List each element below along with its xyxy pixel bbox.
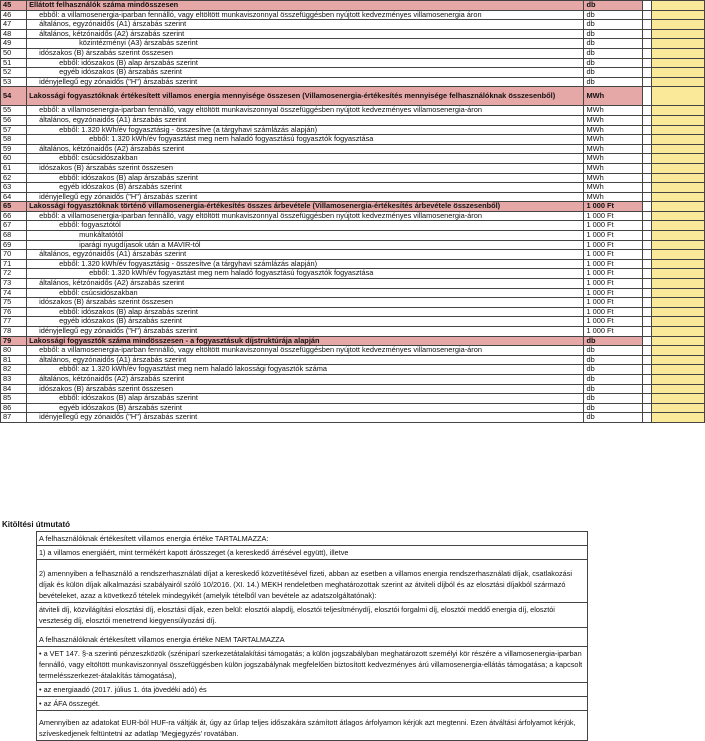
row-description: idényjellegű egy zónaidős ("H") árszabás szerint bbox=[27, 77, 584, 87]
table-row bbox=[1, 327, 705, 337]
row-unit: MWh bbox=[584, 125, 642, 135]
value-input-cell[interactable] bbox=[651, 10, 704, 20]
row-gap bbox=[642, 48, 651, 58]
value-input-cell[interactable] bbox=[651, 269, 704, 279]
row-number: 82 bbox=[1, 365, 27, 375]
table-row bbox=[1, 163, 705, 173]
row-gap bbox=[642, 154, 651, 164]
value-input-cell[interactable] bbox=[651, 115, 704, 125]
row-number: 49 bbox=[1, 39, 27, 49]
row-unit: 1 000 Ft bbox=[584, 288, 642, 298]
row-description: idószakos (B) árszabás szerint összesen bbox=[27, 384, 584, 394]
row-number: 52 bbox=[1, 68, 27, 78]
table-row bbox=[1, 336, 705, 346]
guide-contains-heading: A felhasználóknak értékesített villamos energia értéke TARTALMAZZA: bbox=[37, 532, 588, 546]
row-number: 69 bbox=[1, 240, 27, 250]
value-input-cell[interactable] bbox=[651, 336, 704, 346]
row-unit: 1 000 Ft bbox=[584, 221, 642, 231]
row-unit: 1 000 Ft bbox=[584, 279, 642, 289]
table-row bbox=[1, 413, 705, 423]
table-row bbox=[1, 144, 705, 154]
row-description: Lakossági fogyasztóknak történő villamosenergia-értékesítés összes árbevétele (Villamosenergia-értékesítés árbevétele összesenből) bbox=[27, 202, 584, 212]
value-input-cell[interactable] bbox=[651, 1, 704, 11]
row-unit: MWh bbox=[584, 106, 642, 116]
row-gap bbox=[642, 29, 651, 39]
table-row bbox=[1, 307, 705, 317]
table-row bbox=[1, 298, 705, 308]
row-number: 85 bbox=[1, 394, 27, 404]
row-number: 84 bbox=[1, 384, 27, 394]
value-input-cell[interactable] bbox=[651, 58, 704, 68]
row-unit: MWh bbox=[584, 183, 642, 193]
row-number: 46 bbox=[1, 10, 27, 20]
table-row bbox=[1, 77, 705, 87]
row-description: ebből: idószakos (B) alap árszabás szerint bbox=[27, 58, 584, 68]
row-description: ebből: csúcsidószakban bbox=[27, 154, 584, 164]
value-input-cell[interactable] bbox=[651, 307, 704, 317]
value-input-cell[interactable] bbox=[651, 29, 704, 39]
row-unit: db bbox=[584, 48, 642, 58]
row-description: idószakos (B) árszabás szerint összesen bbox=[27, 163, 584, 173]
row-number: 76 bbox=[1, 307, 27, 317]
table-row bbox=[1, 173, 705, 183]
row-description: Ellátott felhasználók száma mindösszesen bbox=[27, 1, 584, 11]
value-input-cell[interactable] bbox=[651, 394, 704, 404]
row-unit: MWh bbox=[584, 163, 642, 173]
row-gap bbox=[642, 403, 651, 413]
row-unit: db bbox=[584, 394, 642, 404]
row-gap bbox=[642, 374, 651, 384]
value-input-cell[interactable] bbox=[651, 106, 704, 116]
row-number: 51 bbox=[1, 58, 27, 68]
table-row bbox=[1, 374, 705, 384]
value-input-cell[interactable] bbox=[651, 374, 704, 384]
row-number: 75 bbox=[1, 298, 27, 308]
row-description: egyéb idószakos (B) árszabás szerint bbox=[27, 403, 584, 413]
row-unit: 1 000 Ft bbox=[584, 317, 642, 327]
row-unit: 1 000 Ft bbox=[584, 298, 642, 308]
table-row bbox=[1, 259, 705, 269]
value-input-cell[interactable] bbox=[651, 298, 704, 308]
value-input-cell[interactable] bbox=[651, 413, 704, 423]
row-gap bbox=[642, 39, 651, 49]
row-gap bbox=[642, 327, 651, 337]
row-description: egyéb idószakos (B) árszabás szerint bbox=[27, 317, 584, 327]
row-number: 64 bbox=[1, 192, 27, 202]
value-input-cell[interactable] bbox=[651, 221, 704, 231]
row-number: 58 bbox=[1, 135, 27, 145]
row-unit: 1 000 Ft bbox=[584, 327, 642, 337]
row-unit: 1 000 Ft bbox=[584, 269, 642, 279]
guide-excludes-heading: A felhasználóknak értékesített villamos energia értéke NEM TARTALMAZZA bbox=[37, 628, 588, 647]
row-unit: db bbox=[584, 68, 642, 78]
row-number: 77 bbox=[1, 317, 27, 327]
row-unit: db bbox=[584, 355, 642, 365]
row-gap bbox=[642, 269, 651, 279]
table-row bbox=[1, 403, 705, 413]
row-number: 67 bbox=[1, 221, 27, 231]
row-description: egyéb idószakos (B) árszabás szerint bbox=[27, 183, 584, 193]
value-input-cell[interactable] bbox=[651, 87, 704, 106]
row-gap bbox=[642, 20, 651, 30]
row-number: 61 bbox=[1, 163, 27, 173]
row-description: ebből: idószakos (B) alap árszabás szerint bbox=[27, 394, 584, 404]
row-unit: MWh bbox=[584, 154, 642, 164]
row-description: Lakossági fogyasztók száma mindösszesen - a fogyasztásuk díjstruktúrája alapján bbox=[27, 336, 584, 346]
table-row bbox=[1, 10, 705, 20]
row-description: ebből: az 1.320 kWh/év fogyasztást meg nem haladó lakossági fogyasztók száma bbox=[27, 365, 584, 375]
row-number: 62 bbox=[1, 173, 27, 183]
row-number: 70 bbox=[1, 250, 27, 260]
row-description: ebből: a villamosenergia-iparban fennálló, vagy eltöltött munkaviszonnyal összefüggésben nyújtott kedvezményes villamosenergia-áron bbox=[27, 346, 584, 356]
row-unit: db bbox=[584, 10, 642, 20]
row-unit: MWh bbox=[584, 173, 642, 183]
row-number: 60 bbox=[1, 154, 27, 164]
table-row bbox=[1, 240, 705, 250]
row-description: ebből: 1.320 kWh/év fogyasztásig - összesítve (a tárgyhavi számlázás alapján) bbox=[27, 125, 584, 135]
value-input-cell[interactable] bbox=[651, 327, 704, 337]
value-input-cell[interactable] bbox=[651, 279, 704, 289]
row-number: 65 bbox=[1, 202, 27, 212]
row-unit: db bbox=[584, 29, 642, 39]
row-description: ebből: fogyasztótól bbox=[27, 221, 584, 231]
row-number: 68 bbox=[1, 231, 27, 241]
row-gap bbox=[642, 259, 651, 269]
table-row bbox=[1, 355, 705, 365]
row-description: munkáltatótól bbox=[27, 231, 584, 241]
table-row bbox=[1, 135, 705, 145]
row-description: általános, egyzónaidős (A1) árszabás szerint bbox=[27, 20, 584, 30]
row-gap bbox=[642, 1, 651, 11]
guide-item-1: 1) a villamos energiáért, mint termékért kapott árösszeget (a kereskedő árrésével együtt), illetve bbox=[37, 546, 588, 560]
value-input-cell[interactable] bbox=[651, 259, 704, 269]
row-description: egyéb idószakos (B) árszabás szerint bbox=[27, 68, 584, 78]
row-description: idényjellegű egy zónaidős ("H") árszabás szerint bbox=[27, 327, 584, 337]
row-description: ebből: 1.320 kWh/év fogyasztást meg nem haladó fogyasztású fogyasztók fogyasztása bbox=[27, 269, 584, 279]
row-number: 48 bbox=[1, 29, 27, 39]
row-gap bbox=[642, 106, 651, 116]
row-gap bbox=[642, 394, 651, 404]
row-number: 59 bbox=[1, 144, 27, 154]
table-row bbox=[1, 279, 705, 289]
table-row bbox=[1, 58, 705, 68]
row-gap bbox=[642, 10, 651, 20]
row-description: általános, kétzónaidős (A2) árszabás szerint bbox=[27, 279, 584, 289]
row-description: idényjellegű egy zónaidős ("H") árszabás szerint bbox=[27, 192, 584, 202]
row-gap bbox=[642, 288, 651, 298]
row-description: ebből: a villamosenergia-iparban fennálló, vagy eltöltött munkaviszonnyal összefüggésben nyújtott kedvezményes villamosenergia áron bbox=[27, 10, 584, 20]
table-row bbox=[1, 106, 705, 116]
row-unit: MWh bbox=[584, 115, 642, 125]
row-description: ebből: idószakos (B) alap árszabás szerint bbox=[27, 173, 584, 183]
row-description: ebből: a villamosenergia-iparban fennálló, vagy eltöltött munkaviszonnyal összefüggésben nyújtott kedvezményes villamosenergia-áron bbox=[27, 211, 584, 221]
row-gap bbox=[642, 298, 651, 308]
row-number: 73 bbox=[1, 279, 27, 289]
row-unit: 1 000 Ft bbox=[584, 240, 642, 250]
row-number: 47 bbox=[1, 20, 27, 30]
table-row bbox=[1, 288, 705, 298]
row-number: 54 bbox=[1, 87, 27, 106]
value-input-cell[interactable] bbox=[651, 231, 704, 241]
row-gap bbox=[642, 355, 651, 365]
row-unit: db bbox=[584, 1, 642, 11]
guide-fee-list: átviteli díj, közvilágítási elosztási díj, elosztási díjak, ezen belül: elosztói alapdíj, elosztói teljesítménydíj, elosztói forgalmi díj, elosztói meddő energia díj, elosztói veszteség díj, elosztói menetrend kiegyensúlyozási díj. bbox=[37, 603, 588, 628]
row-unit: MWh bbox=[584, 87, 642, 106]
table-row bbox=[1, 125, 705, 135]
table-row bbox=[1, 68, 705, 78]
row-description: ebből: csúcsidószakban bbox=[27, 288, 584, 298]
row-unit: 1 000 Ft bbox=[584, 259, 642, 269]
row-gap bbox=[642, 231, 651, 241]
row-gap bbox=[642, 144, 651, 154]
value-input-cell[interactable] bbox=[651, 154, 704, 164]
table-row bbox=[1, 384, 705, 394]
row-gap bbox=[642, 163, 651, 173]
table-row bbox=[1, 317, 705, 327]
row-description: általános, egyzónaidős (A1) árszabás szerint bbox=[27, 355, 584, 365]
row-number: 66 bbox=[1, 211, 27, 221]
row-gap bbox=[642, 68, 651, 78]
table-row bbox=[1, 250, 705, 260]
row-number: 72 bbox=[1, 269, 27, 279]
row-description: ebből: 1.320 kWh/év fogyasztást meg nem haladó fogyasztású fogyasztók fogyasztása bbox=[27, 135, 584, 145]
row-unit: MWh bbox=[584, 192, 642, 202]
row-description: idényjellegű egy zónaidős ("H") árszabás szerint bbox=[27, 413, 584, 423]
row-gap bbox=[642, 115, 651, 125]
row-description: ebből: idószakos (B) alap árszabás szerint bbox=[27, 307, 584, 317]
value-input-cell[interactable] bbox=[651, 192, 704, 202]
value-input-cell[interactable] bbox=[651, 183, 704, 193]
row-unit: db bbox=[584, 20, 642, 30]
row-unit: MWh bbox=[584, 135, 642, 145]
row-description: általános, egyzónaidős (A1) árszabás szerint bbox=[27, 115, 584, 125]
value-input-cell[interactable] bbox=[651, 125, 704, 135]
table-row bbox=[1, 39, 705, 49]
row-unit: db bbox=[584, 374, 642, 384]
value-input-cell[interactable] bbox=[651, 144, 704, 154]
row-unit: db bbox=[584, 413, 642, 423]
value-input-cell[interactable] bbox=[651, 39, 704, 49]
row-unit: db bbox=[584, 77, 642, 87]
row-gap bbox=[642, 192, 651, 202]
row-unit: 1 000 Ft bbox=[584, 307, 642, 317]
table-row bbox=[1, 183, 705, 193]
row-unit: MWh bbox=[584, 144, 642, 154]
row-gap bbox=[642, 365, 651, 375]
row-number: 80 bbox=[1, 346, 27, 356]
row-gap bbox=[642, 77, 651, 87]
row-unit: db bbox=[584, 39, 642, 49]
guide-exclude-vat: • az ÁFA összegét. bbox=[37, 697, 588, 711]
row-number: 56 bbox=[1, 115, 27, 125]
row-description: ebből: 1.320 kWh/év fogyasztásig - összesítve (a tárgyhavi számlázás alapján) bbox=[27, 259, 584, 269]
table-row bbox=[1, 29, 705, 39]
row-gap bbox=[642, 384, 651, 394]
table-row bbox=[1, 202, 705, 212]
value-input-cell[interactable] bbox=[651, 365, 704, 375]
row-gap bbox=[642, 317, 651, 327]
value-input-cell[interactable] bbox=[651, 211, 704, 221]
row-gap bbox=[642, 307, 651, 317]
row-description: idószakos (B) árszabás szerint összesen bbox=[27, 298, 584, 308]
row-number: 55 bbox=[1, 106, 27, 116]
table-row bbox=[1, 221, 705, 231]
value-input-cell[interactable] bbox=[651, 384, 704, 394]
value-input-cell[interactable] bbox=[651, 202, 704, 212]
row-gap bbox=[642, 221, 651, 231]
row-unit: db bbox=[584, 58, 642, 68]
row-gap bbox=[642, 125, 651, 135]
row-number: 78 bbox=[1, 327, 27, 337]
row-description: közintézményi (A3) árszabás szerint bbox=[27, 39, 584, 49]
value-input-cell[interactable] bbox=[651, 135, 704, 145]
table-row bbox=[1, 87, 705, 106]
row-unit: 1 000 Ft bbox=[584, 202, 642, 212]
row-gap bbox=[642, 413, 651, 423]
value-input-cell[interactable] bbox=[651, 20, 704, 30]
row-unit: db bbox=[584, 403, 642, 413]
row-number: 71 bbox=[1, 259, 27, 269]
row-description: iparági nyugdíjasok után a MAVIR-tól bbox=[27, 240, 584, 250]
row-gap bbox=[642, 240, 651, 250]
table-row bbox=[1, 231, 705, 241]
value-input-cell[interactable] bbox=[651, 163, 704, 173]
row-gap bbox=[642, 183, 651, 193]
row-number: 86 bbox=[1, 403, 27, 413]
row-number: 50 bbox=[1, 48, 27, 58]
row-description: általános, egyzónaidős (A1) árszabás szerint bbox=[27, 250, 584, 260]
table-row bbox=[1, 269, 705, 279]
row-description: idószakos (B) árszabás szerint összesen bbox=[27, 48, 584, 58]
value-input-cell[interactable] bbox=[651, 346, 704, 356]
guide-title: Kitöltési útmutató bbox=[2, 520, 70, 529]
row-gap bbox=[642, 346, 651, 356]
row-unit: db bbox=[584, 346, 642, 356]
guide-currency-note: Amennyiben az adatokat EUR-ból HUF-ra váltják át, úgy az űrlap teljes időszakára számított átlagos árfolyamon kérjük azt megtenni. Ezen átváltási árfolyamot kérjük, szíveskedjenek feltüntetni az adatlap 'Megjegyzés' rovatában. bbox=[37, 711, 588, 741]
table-row bbox=[1, 346, 705, 356]
row-number: 53 bbox=[1, 77, 27, 87]
guide-table bbox=[36, 531, 588, 741]
row-gap bbox=[642, 250, 651, 260]
value-input-cell[interactable] bbox=[651, 355, 704, 365]
table-row bbox=[1, 154, 705, 164]
row-gap bbox=[642, 87, 651, 106]
table-row bbox=[1, 192, 705, 202]
row-gap bbox=[642, 135, 651, 145]
row-number: 63 bbox=[1, 183, 27, 193]
value-input-cell[interactable] bbox=[651, 288, 704, 298]
row-description: általános, kétzónaidős (A2) árszabás szerint bbox=[27, 144, 584, 154]
table-row bbox=[1, 394, 705, 404]
table-row bbox=[1, 1, 705, 11]
row-unit: db bbox=[584, 384, 642, 394]
row-gap bbox=[642, 173, 651, 183]
row-gap bbox=[642, 202, 651, 212]
value-input-cell[interactable] bbox=[651, 317, 704, 327]
value-input-cell[interactable] bbox=[651, 250, 704, 260]
value-input-cell[interactable] bbox=[651, 77, 704, 87]
value-input-cell[interactable] bbox=[651, 240, 704, 250]
row-number: 57 bbox=[1, 125, 27, 135]
row-description: általános, kétzónaidős (A2) árszabás szerint bbox=[27, 29, 584, 39]
guide-item-2: 2) amennyiben a felhasználó a rendszerhasználati díjat a kereskedő közvetítésével fizeti, abban az esetben a villamos energia rendszerhasználati díjak, csatlakozási díjak és külön díjak alkalmazási szabályairól szóló 10/2016. (XI. 14.) MEKH rendeletben meghatározottak szerint az átviteli díjból és az elosztási díjakból származó bevételeket, azaz a következő tételek mindegyikét (amelyik tételből van bevétele az adatszolgáltatónak): bbox=[37, 560, 588, 603]
row-description: Lakossági fogyasztóknak értékesített villamos energia mennyisége összesen (Villamosenergia-értékesítés mennyisége felhasználóknak összesenből) bbox=[27, 87, 584, 106]
row-number: 81 bbox=[1, 355, 27, 365]
table-row bbox=[1, 211, 705, 221]
value-input-cell[interactable] bbox=[651, 48, 704, 58]
guide-exclude-funds: • a VET 147. §-a szerinti pénzeszközök (széniparí szerkezetátalakítási támogatás; a külön jogszabályban meghatározott személyi kör részére a villamosenergia-iparban fennálló, vagy eltöltött munkaviszonnyal összefüggésben külön jogszabálynak megfelelően biztosított kedvezményes árú villamosenergia-ellátás támogatása; a kapcsolt termelésszerkezet-átalakítás támogatása), bbox=[37, 647, 588, 683]
value-input-cell[interactable] bbox=[651, 403, 704, 413]
row-unit: 1 000 Ft bbox=[584, 250, 642, 260]
row-number: 45 bbox=[1, 1, 27, 11]
row-number: 79 bbox=[1, 336, 27, 346]
table-row bbox=[1, 365, 705, 375]
row-number: 87 bbox=[1, 413, 27, 423]
row-gap bbox=[642, 336, 651, 346]
row-number: 74 bbox=[1, 288, 27, 298]
row-gap bbox=[642, 58, 651, 68]
row-unit: 1 000 Ft bbox=[584, 211, 642, 221]
row-gap bbox=[642, 211, 651, 221]
row-description: általános, kétzónaidős (A2) árszabás szerint bbox=[27, 374, 584, 384]
row-description: ebből: a villamosenergia-iparban fennálló, vagy eltöltött munkaviszonnyal összefüggésben nyújtott kedvezményes villamosenergia-áron bbox=[27, 106, 584, 116]
value-input-cell[interactable] bbox=[651, 173, 704, 183]
row-number: 83 bbox=[1, 374, 27, 384]
table-row bbox=[1, 115, 705, 125]
row-gap bbox=[642, 279, 651, 289]
value-input-cell[interactable] bbox=[651, 68, 704, 78]
row-unit: db bbox=[584, 336, 642, 346]
row-unit: db bbox=[584, 365, 642, 375]
table-row bbox=[1, 20, 705, 30]
row-unit: 1 000 Ft bbox=[584, 231, 642, 241]
guide-exclude-tax: • az energiaadó (2017. július 1. óta jövedéki adó) és bbox=[37, 683, 588, 697]
table-row bbox=[1, 48, 705, 58]
